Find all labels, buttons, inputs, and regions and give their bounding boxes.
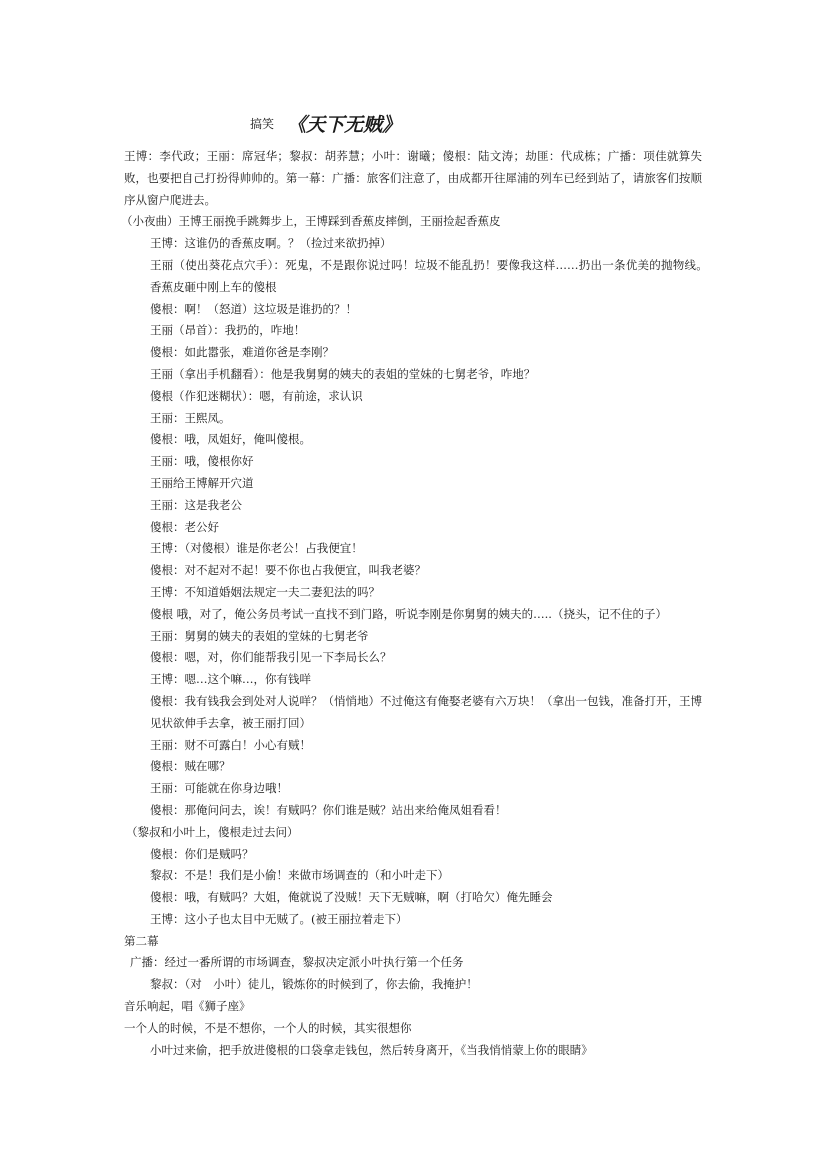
dialogue-text: 王丽（使出葵花点穴手）：死鬼，不是跟你说过吗！垃圾不能乱扔！要像我这样……扔出一条优美的抛物线。 香蕉皮砸中刚上车的傻根 <box>150 257 714 294</box>
dialogue-line: 王博：这小子也太目中无贼了。(被王丽拉着走下） <box>150 911 408 926</box>
dialogue-line: 傻根：哦，有贼吗？大姐，俺就说了没贼！天下无贼嘛，啊（打哈欠）俺先睡会 <box>150 890 553 905</box>
dialogue-line: 傻根：那俺问问去，诶！有贼吗？你们谁是贼？站出来给俺凤姐看看！ <box>150 802 507 817</box>
dialogue-line: 傻根：老公好 <box>150 519 219 534</box>
dialogue-line: 王丽：可能就在你身边哦！ <box>150 781 288 796</box>
dialogue-line: 王丽（昂首）：我扔的，咋地！ <box>150 323 306 338</box>
dialogue-line: 广播：经过一番所谓的市场调查，黎叔决定派小叶执行第一个任务 <box>130 955 464 970</box>
dialogue-line: 黎叔：（对 小叶）徒儿，锻炼你的时候到了，你去偷，我掩护！ <box>150 977 478 992</box>
dialogue-line: 傻根：啊！（怒道）这垃圾是谁扔的？！ <box>150 301 357 316</box>
dialogue-line: 王丽：哦，傻根你好 <box>150 454 254 469</box>
dialogue-line <box>124 691 702 735</box>
dialogue-line: 傻根：嗯，对，你们能帮我引见一下李局长么？ <box>150 650 392 665</box>
dialogue-line: 王博：（对傻根）谁是你老公！占我便宜！ <box>150 541 363 556</box>
title-prefix: 搞笑 <box>250 117 275 131</box>
dialogue-line: 王博：不知道婚姻法规定一夫二妻犯法的吗？ <box>150 584 380 599</box>
stage-direction: （黎叔和小叶上，傻根走过去问） <box>126 824 299 839</box>
dialogue-line: 傻根（作犯迷糊状）：嗯，有前途，求认识 <box>150 388 363 403</box>
stage-direction: 音乐响起，唱《狮子座》 <box>124 999 251 1014</box>
dialogue-line: 傻根：对不起对不起！要不你也占我便宜，叫我老婆？ <box>150 563 426 578</box>
lyric-line: 一个人的时候，不是不想你，一个人的时候，其实很想你 <box>124 1020 412 1035</box>
script-body <box>121 146 714 1061</box>
dialogue-line: 傻根：哦，凤姐好，俺叫傻根。 <box>150 432 311 447</box>
stage-direction: 王丽给王博解开穴道 <box>150 475 254 490</box>
dialogue-line: 王丽：财不可露白！小心有贼！ <box>150 737 311 752</box>
dialogue-line: 傻根 哦，对了，俺公务员考试一直找不到门路，听说李刚是你舅舅的姨夫的…..（挠头，记不住的子） <box>150 606 667 621</box>
dialogue-line: 王丽：王熙凤。 <box>150 410 231 425</box>
dialogue-line: 王博：这谁仍的香蕉皮啊。？（捡过来欲扔掉） <box>150 236 392 251</box>
title-main: 《天下无贼》 <box>287 114 402 136</box>
dialogue-line: 王丽：这是我老公 <box>150 497 242 512</box>
dialogue-line: 王丽（拿出手机翻看）：他是我舅舅的姨夫的表姐的堂妹的七舅老爷，咋地？ <box>150 366 536 381</box>
dialogue-line <box>124 255 714 299</box>
dialogue-line: 傻根：如此嚣张，难道你爸是李刚？ <box>150 345 334 360</box>
scene-heading: 第二幕 <box>124 933 159 948</box>
document-title <box>250 110 401 138</box>
dialogue-line: 王丽：舅舅的姨夫的表姐的堂妹的七舅老爷 <box>150 628 369 643</box>
dialogue-line: 傻根：你们是贼吗？ <box>150 846 254 861</box>
dialogue-line: 黎叔：不是！我们是小偷！来做市场调查的（和小叶走下） <box>150 868 449 883</box>
stage-direction: 小叶过来偷，把手放进傻根的口袋拿走钱包，然后转身离开，《当我悄悄蒙上你的眼睛》 <box>150 1042 593 1057</box>
dialogue-line: 傻根：贼在哪？ <box>150 759 231 774</box>
dialogue-line: 王博：嗯…这个嘛…，你有钱咩 <box>150 672 311 687</box>
cast-intro-paragraph: 王博：李代政；王丽：席冠华；黎叔：胡荞慧；小叶：谢曦；傻根：陆文涛；劫匪：代成栋；广播：项佳就算失败，也要把自己打扮得帅帅的。第一幕：广播：旅客们注意了，由成都开往犀浦的列车已经到站了，请旅客们按顺序从窗户爬进去。 <box>124 149 702 207</box>
dialogue-text: 傻根：我有钱我会到处对人说咩？（悄悄地）不过俺这有俺娶老婆有六万块！（拿出一包钱，准备打开，王博见状欲伸手去拿，被王丽打回） <box>150 693 702 730</box>
stage-direction: （小夜曲）王博王丽挽手跳舞步上，王博踩到香蕉皮摔倒，王丽捡起香蕉皮 <box>121 214 501 229</box>
